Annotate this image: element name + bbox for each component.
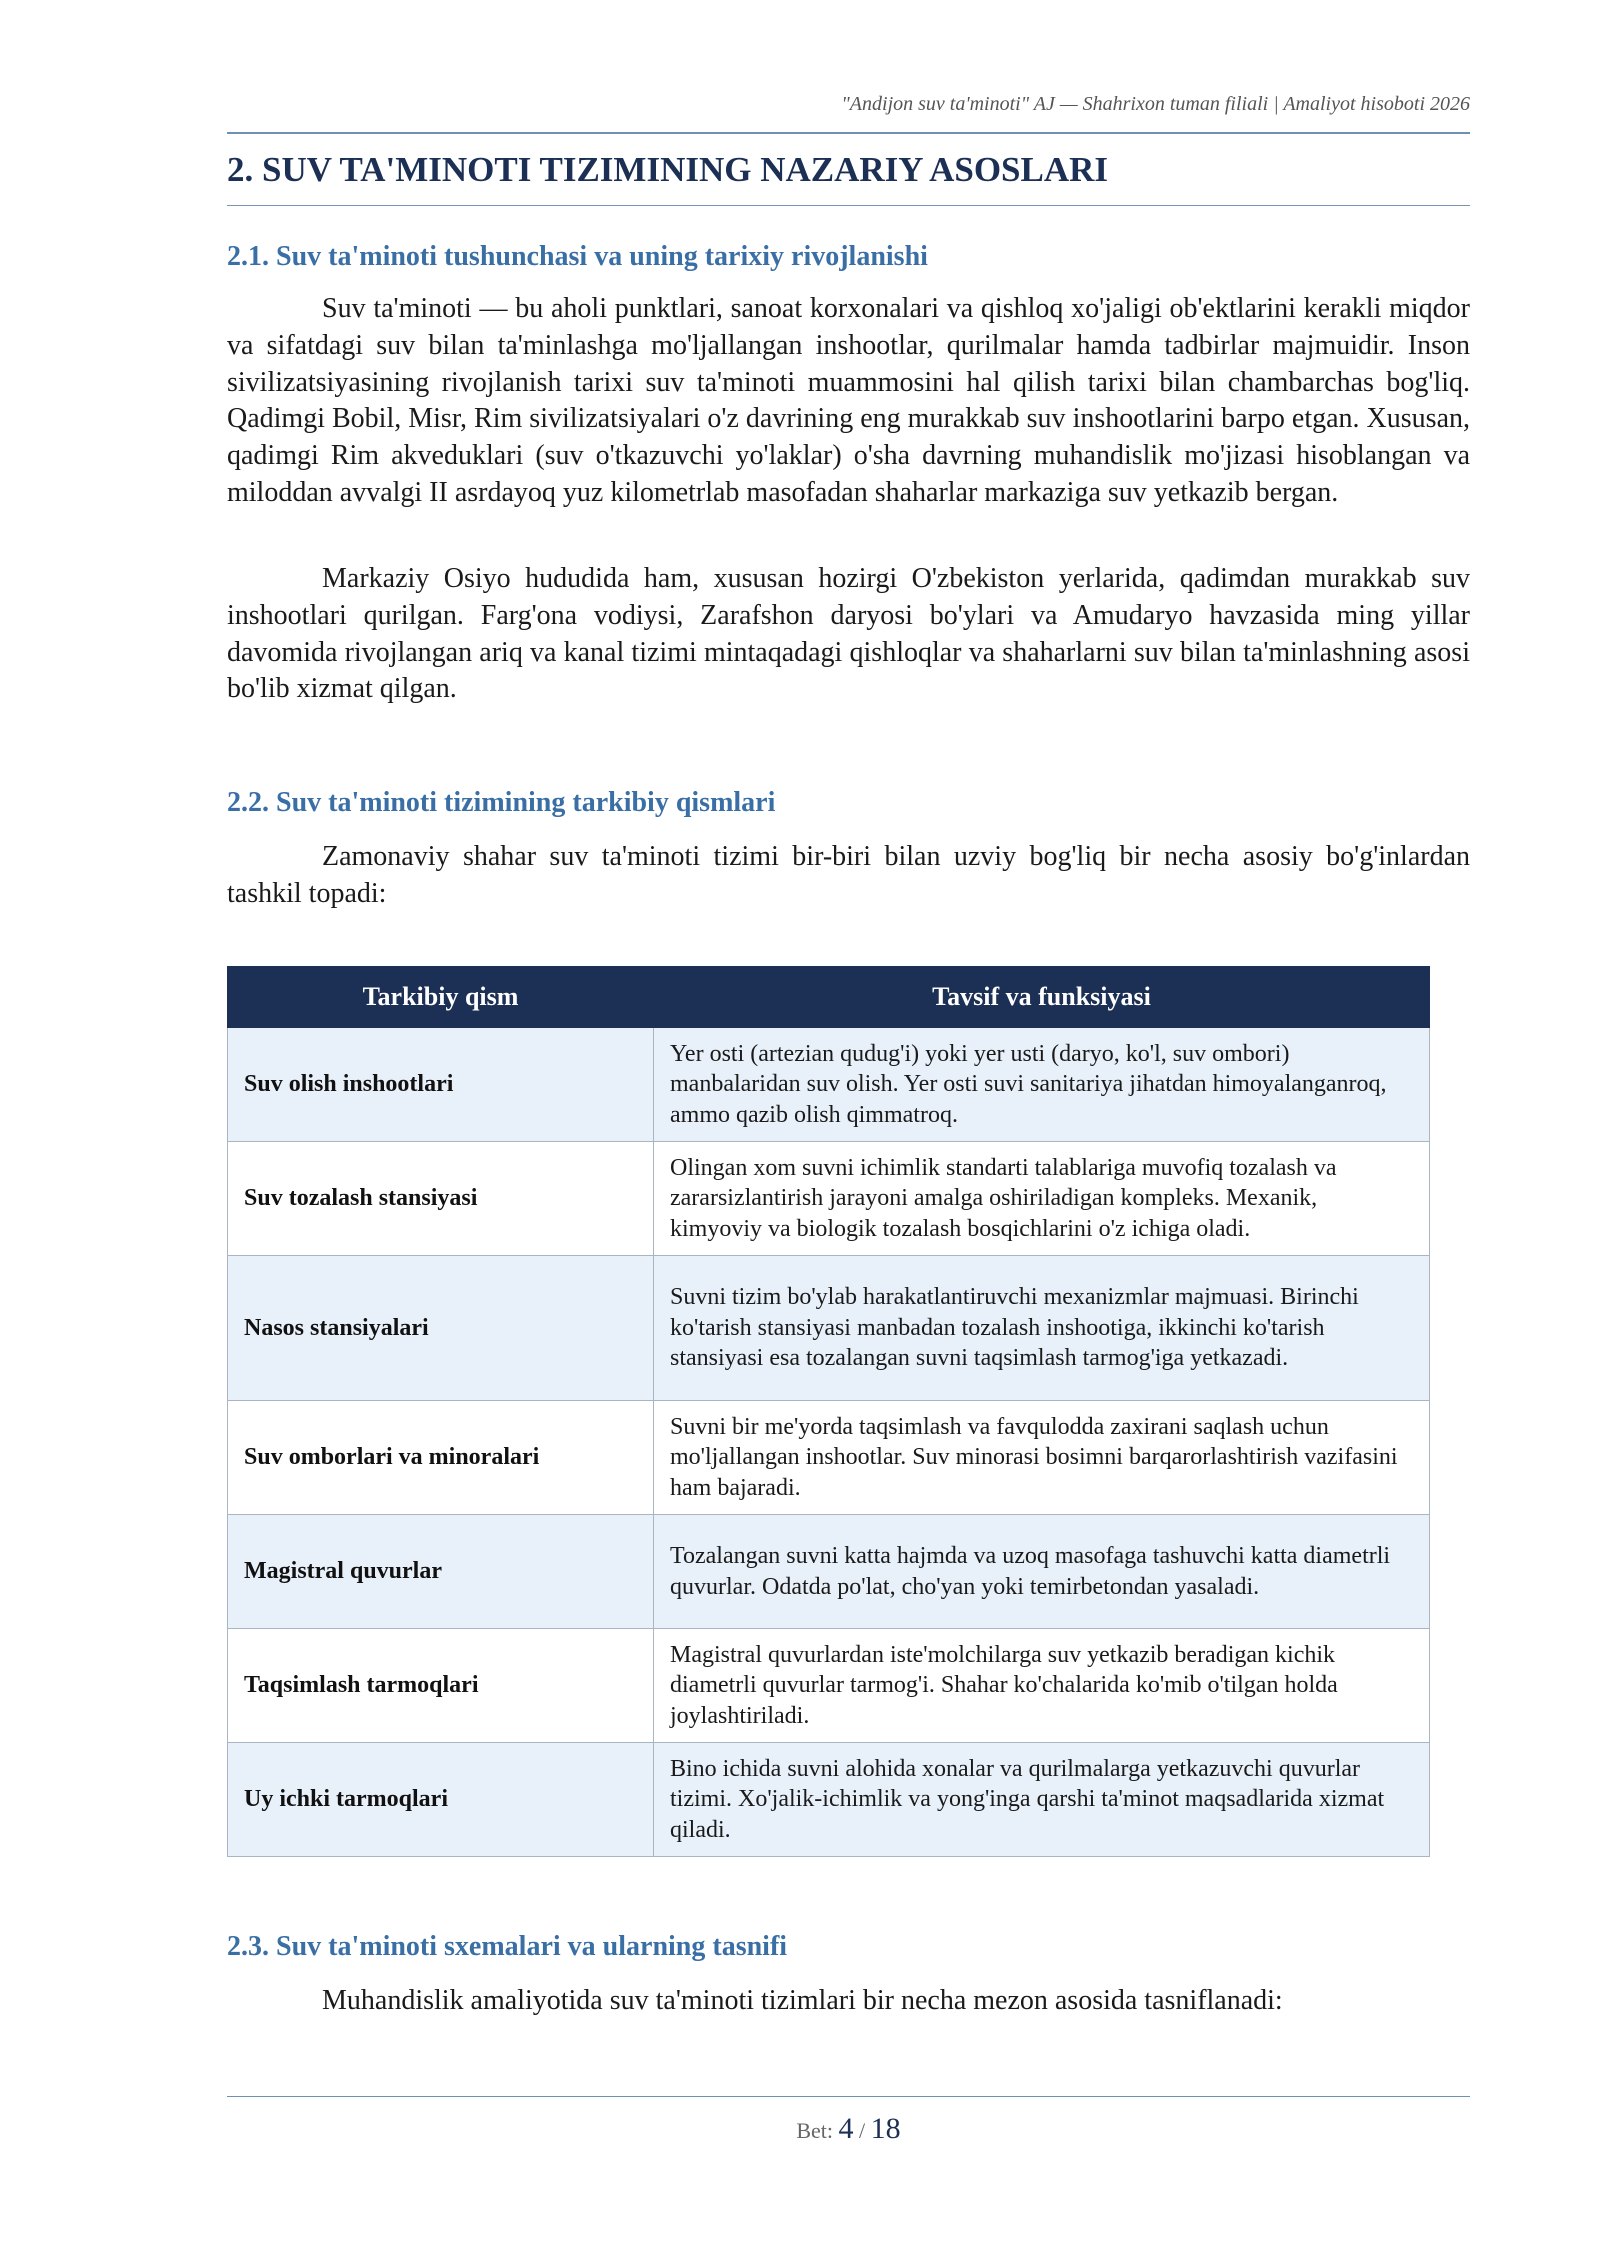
table-cell-description: Suvni bir me'yorda taqsimlash va favqulodda zaxirani saqlash uchun mo'ljallangan inshootlar. Suv minorasi bosimni barqarorlashtirish vazifasini ham bajaradi. <box>654 1401 1430 1515</box>
table-row <box>228 1743 1430 1857</box>
components-table <box>227 966 1430 1857</box>
total-pages: 18 <box>870 2112 901 2145</box>
table-row <box>228 1142 1430 1256</box>
table-row <box>228 1515 1430 1629</box>
table-header-row <box>228 967 1430 1028</box>
table-cell-description: Olingan xom suvni ichimlik standarti talablariga muvofiq tozalash va zararsizlantirish jarayoni amalga oshiriladigan kompleks. Mexanik, kimyoviy va biologik tozalash bosqichlarini o'z ichiga oladi. <box>654 1142 1430 1256</box>
table-cell-description: Yer osti (artezian qudug'i) yoki yer usti (daryo, ko'l, suv ombori) manbalaridan suv olish. Yer osti suvi sanitariya jihatdan himoyalanganroq, ammo qazib olish qimmatroq. <box>654 1028 1430 1142</box>
table-cell-component: Uy ichki tarmoqlari <box>228 1743 654 1857</box>
table-cell-component: Suv tozalash stansiyasi <box>228 1142 654 1256</box>
table-cell-component: Taqsimlash tarmoqlari <box>228 1629 654 1743</box>
section-title-2-1: 2.1. Suv ta'minoti tushunchasi va uning tarixiy rivojlanishi <box>227 241 928 272</box>
table-cell-component: Nasos stansiyalari <box>228 1256 654 1401</box>
running-header: "Andijon suv ta'minoti" AJ — Shahrixon tuman filiali | Amaliyot hisoboti 2026 <box>841 93 1470 115</box>
page-separator: / <box>859 2118 866 2143</box>
document-page <box>227 0 1470 2262</box>
table-cell-description: Magistral quvurlardan iste'molchilarga suv yetkazib beradigan kichik diametrli quvurlar tarmog'i. Shahar ko'chalarida ko'mib o'tilgan holda joylashtiriladi. <box>654 1629 1430 1743</box>
header-divider <box>227 132 1470 134</box>
section-2-2-paragraph-1: Zamonaviy shahar suv ta'minoti tizimi bir-biri bilan uzviy bog'liq bir necha asosiy bo'g'inlardan tashkil topadi: <box>227 841 1470 909</box>
section-2-1-paragraph-1: Suv ta'minoti — bu aholi punktlari, sanoat korxonalari va qishloq xo'jaligi ob'ektlarini kerakli miqdor va sifatdagi suv bilan ta'minlashga mo'ljallangan inshootlar, qurilmalar hamda tadbirlar majmuidir. Inson sivilizatsiyasining rivojlanish tarixi suv ta'minoti muammosini hal qilish tarixi bilan chambarchas bog'liq. Qadimgi Bobil, Misr, Rim sivilizatsiyalari o'z davrining eng murakkab suv inshootlarini barpo etgan. Xususan, qadimgi Rim akveduklari (suv o'tkazuvchi yo'laklar) o'sha davrning muhandislik mo'jizasi hisoblangan va miloddan avvalgi II asrdayoq yuz kilometrlab masofadan shaharlar markaziga suv yetkazib bergan. <box>227 293 1470 508</box>
page-label: Bet: <box>796 2118 834 2143</box>
table-cell-component: Suv omborlari va minoralari <box>228 1401 654 1515</box>
table-cell-description: Suvni tizim bo'ylab harakatlantiruvchi mexanizmlar majmuasi. Birinchi ko'tarish stansiyasi manbadan tozalash inshootiga, ikkinchi ko'tarish stansiyasi esa tozalangan suvni taqsimlash tarmog'iga yetkazadi. <box>654 1256 1430 1401</box>
table-row <box>228 1401 1430 1515</box>
table-row <box>228 1256 1430 1401</box>
section-2-3-paragraph-1: Muhandislik amaliyotida suv ta'minoti tizimlari bir necha mezon asosida tasniflanadi: <box>322 1985 1283 2016</box>
table-header-description: Tavsif va funksiyasi <box>654 967 1430 1028</box>
table-header-component: Tarkibiy qism <box>228 967 654 1028</box>
section-title-2-2: 2.2. Suv ta'minoti tizimining tarkibiy qismlari <box>227 787 776 818</box>
page-footer <box>227 2112 1470 2146</box>
table-cell-description: Bino ichida suvni alohida xonalar va qurilmalarga yetkazuvchi quvurlar tizimi. Xo'jalik-ichimlik va yong'inga qarshi ta'minot maqsadlarida xizmat qiladi. <box>654 1743 1430 1857</box>
footer-divider <box>227 2096 1470 2097</box>
current-page-number: 4 <box>838 2112 854 2145</box>
section-2-1-paragraph-2: Markaziy Osiyo hududida ham, xususan hozirgi O'zbekiston yerlarida, qadimdan murakkab suv inshootlari qurilgan. Farg'ona vodiysi, Zarafshon daryosi bo'ylari va Amudaryo havzasida ming yillar davomida rivojlangan ariq va kanal tizimi mintaqadagi qishloqlar va shaharlarni suv bilan ta'minlashning asosi bo'lib xizmat qilgan. <box>227 563 1470 705</box>
chapter-title-underline <box>227 205 1470 206</box>
table-row <box>228 1028 1430 1142</box>
table-cell-description: Tozalangan suvni katta hajmda va uzoq masofaga tashuvchi katta diametrli quvurlar. Odatda po'lat, cho'yan yoki temirbetondan yasaladi. <box>654 1515 1430 1629</box>
table-cell-component: Suv olish inshootlari <box>228 1028 654 1142</box>
table-row <box>228 1629 1430 1743</box>
chapter-title: 2. SUV TA'MINOTI TIZIMINING NAZARIY ASOSLARI <box>227 150 1109 189</box>
section-title-2-3: 2.3. Suv ta'minoti sxemalari va ularning tasnifi <box>227 1931 788 1962</box>
table-cell-component: Magistral quvurlar <box>228 1515 654 1629</box>
